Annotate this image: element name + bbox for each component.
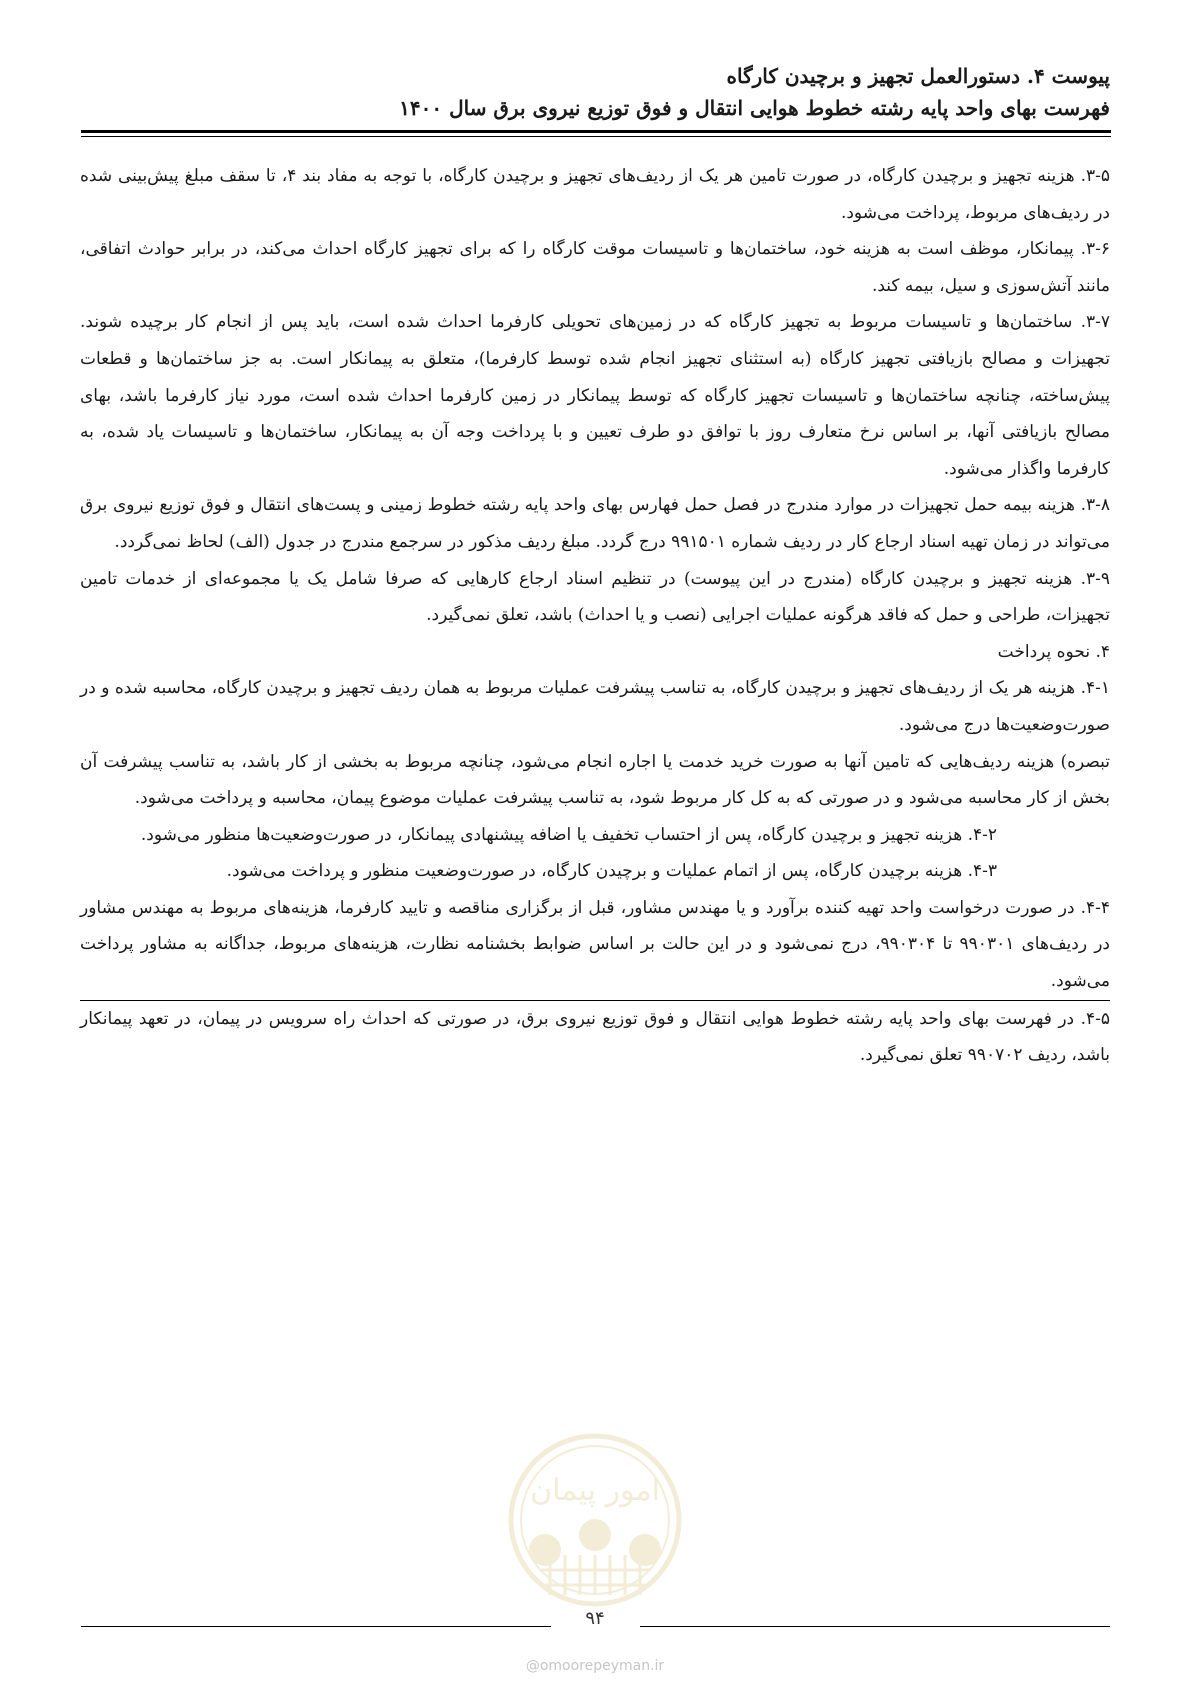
section-heading-payment: ۴. نحوه پرداخت <box>997 641 1110 662</box>
header-rule-thin <box>81 136 1111 137</box>
paragraph-4-3: ۴-۳. هزینه برچیدن کارگاه، پس از اتمام عملیات و برچیدن کارگاه، در صورت‌وضعیت منظور و پرداخت می‌شود. <box>226 861 997 882</box>
website-watermark-text: @omoorepeyman.ir <box>525 1658 665 1674</box>
page-header <box>80 60 1110 124</box>
paragraph-3-5: ۳-۵. هزینه تجهیز و برچیدن کارگاه، در صورت تامین هر یک از ردیف‌های تجهیز و برچیدن کارگاه، با توجه به مفاد بند ۴، تا سقف مبلغ پیش‌بینی شده در ردیف‌های مربوط، پرداخت می‌شود. <box>80 166 1110 223</box>
omoor-peyman-logo-icon <box>505 1430 685 1610</box>
paragraph-3-7: ۳-۷. ساختمان‌ها و تاسیسات مربوط به تجهیز کارگاه که در زمین‌های تحویلی کارفرما احداث شده است، باید پس از انجام کار برچیده شوند. تجهیزات و مصالح بازیافتی تجهیز کارگاه (به استثنای تجهیز انجام شده توسط کارفرما)، متعلق به پیمانکار است. به جز ساختمان‌ها و قطعات پیش‌ساخته، چنانچه ساختمان‌ها و تاسیسات تجهیز کارگاه که توسط پیمانکار در زمین کارفرما احداث شده است، مورد نیاز کارفرما باشد، بهای مصالح بازیافتی آنها، بر اساس نرخ متعارف روز با توافق دو طرف تعیین و با پرداخت وجه آن به پیمانکار، ساختمان‌ها و تاسیسات یاد شده، به کارفرما واگذار می‌شود. <box>80 312 1110 479</box>
header-rule-thick <box>81 130 1111 133</box>
document-body <box>80 158 1110 1074</box>
paragraph-4-5: ۴-۵. در فهرست بهای واحد پایه رشته خطوط هوایی انتقال و فوق توزیع نیروی برق، در صورتی که احداث راه سرویس در پیمان، در تعهد پیمانکار باشد، ردیف ۹۹۰۷۰۲ تعلق نمی‌گیرد. <box>80 1008 1110 1066</box>
footer-rule-left <box>81 1626 551 1627</box>
paragraph-4-4: ۴-۴. در صورت درخواست واحد تهیه کننده برآورد و یا مهندس مشاور، قبل از برگزاری مناقصه و تایید کارفرما، هزینه‌های مربوط به مهندس مشاور در ردیف‌های ۹۹۰۳۰۱ تا ۹۹۰۳۰۴، درج نمی‌شود و در این حالت بر اساس ضوابط بخشنامه نظارت، هزینه‌های مربوط، جداگانه به مشاور پرداخت می‌شود. <box>80 890 1110 1001</box>
header-appendix-title: پیوست ۴. دستورالعمل تجهیز و برچیدن کارگاه <box>726 64 1110 88</box>
watermark-text: امور پیمان <box>530 1473 660 1508</box>
paragraph-3-6: ۳-۶. پیمانکار، موظف است به هزینه خود، ساختمان‌ها و تاسیسات موقت کارگاه را که برای تجهیز کارگاه احداث می‌کند، در برابر حوادث اتفاقی، مانند آتش‌سوزی و سیل، بیمه کند. <box>80 239 1110 296</box>
paragraph-3-8: ۳-۸. هزینه بیمه حمل تجهیزات در موارد مندرج در فصل حمل فهارس بهای واحد پایه رشته خطوط زمینی و پست‌های انتقال و فوق توزیع نیروی برق می‌تواند در زمان تهیه اسناد ارجاع کار در ردیف شماره ۹۹۱۵۰۱ درج گردد. مبلغ ردیف مذکور در سرجمع مندرج در جدول (الف) لحاظ نمی‌گردد. <box>80 495 1110 552</box>
paragraph-4-1: ۴-۱. هزینه هر یک از ردیف‌های تجهیز و برچیدن کارگاه، به تناسب پیشرفت عملیات مربوط به همان ردیف تجهیز و برچیدن کارگاه، محاسبه شده و در صورت‌وضعیت‌ها درج می‌شود. <box>80 678 1110 735</box>
header-catalog-title: فهرست بهای واحد پایه رشته خطوط هوایی انتقال و فوق توزیع نیروی برق سال ۱۴۰۰ <box>399 96 1110 120</box>
footer-rule-right <box>640 1626 1110 1627</box>
paragraph-note: تبصره) هزینه ردیف‌هایی که تامین آنها به صورت خرید خدمت یا اجاره انجام می‌شود، چنانچه مربوط به بخشی از کار باشد، به تناسب پیشرفت آن بخش از کار محاسبه می‌شود و در صورتی که به کل کار مربوط شود، به تناسب پیشرفت عملیات موضوع پیمان، محاسبه و پرداخت می‌شود. <box>80 751 1110 809</box>
paragraph-3-9: ۳-۹. هزینه تجهیز و برچیدن کارگاه (مندرج در این پیوست) در تنظیم اسناد ارجاع کارهایی که صرفا شامل یک یا مجموعه‌ای از خدمات تامین تجهیزات، طراحی و حمل که فاقد هرگونه عملیات اجرایی (نصب و یا احداث) باشد، تعلق نمی‌گیرد. <box>80 568 1110 626</box>
page-number: ۹۴ <box>585 1608 605 1629</box>
paragraph-4-2: ۴-۲. هزینه تجهیز و برچیدن کارگاه، پس از احتساب تخفیف یا اضافه پیشنهادی پیمانکار، در صورت‌وضعیت‌ها منظور می‌شود. <box>140 824 997 845</box>
